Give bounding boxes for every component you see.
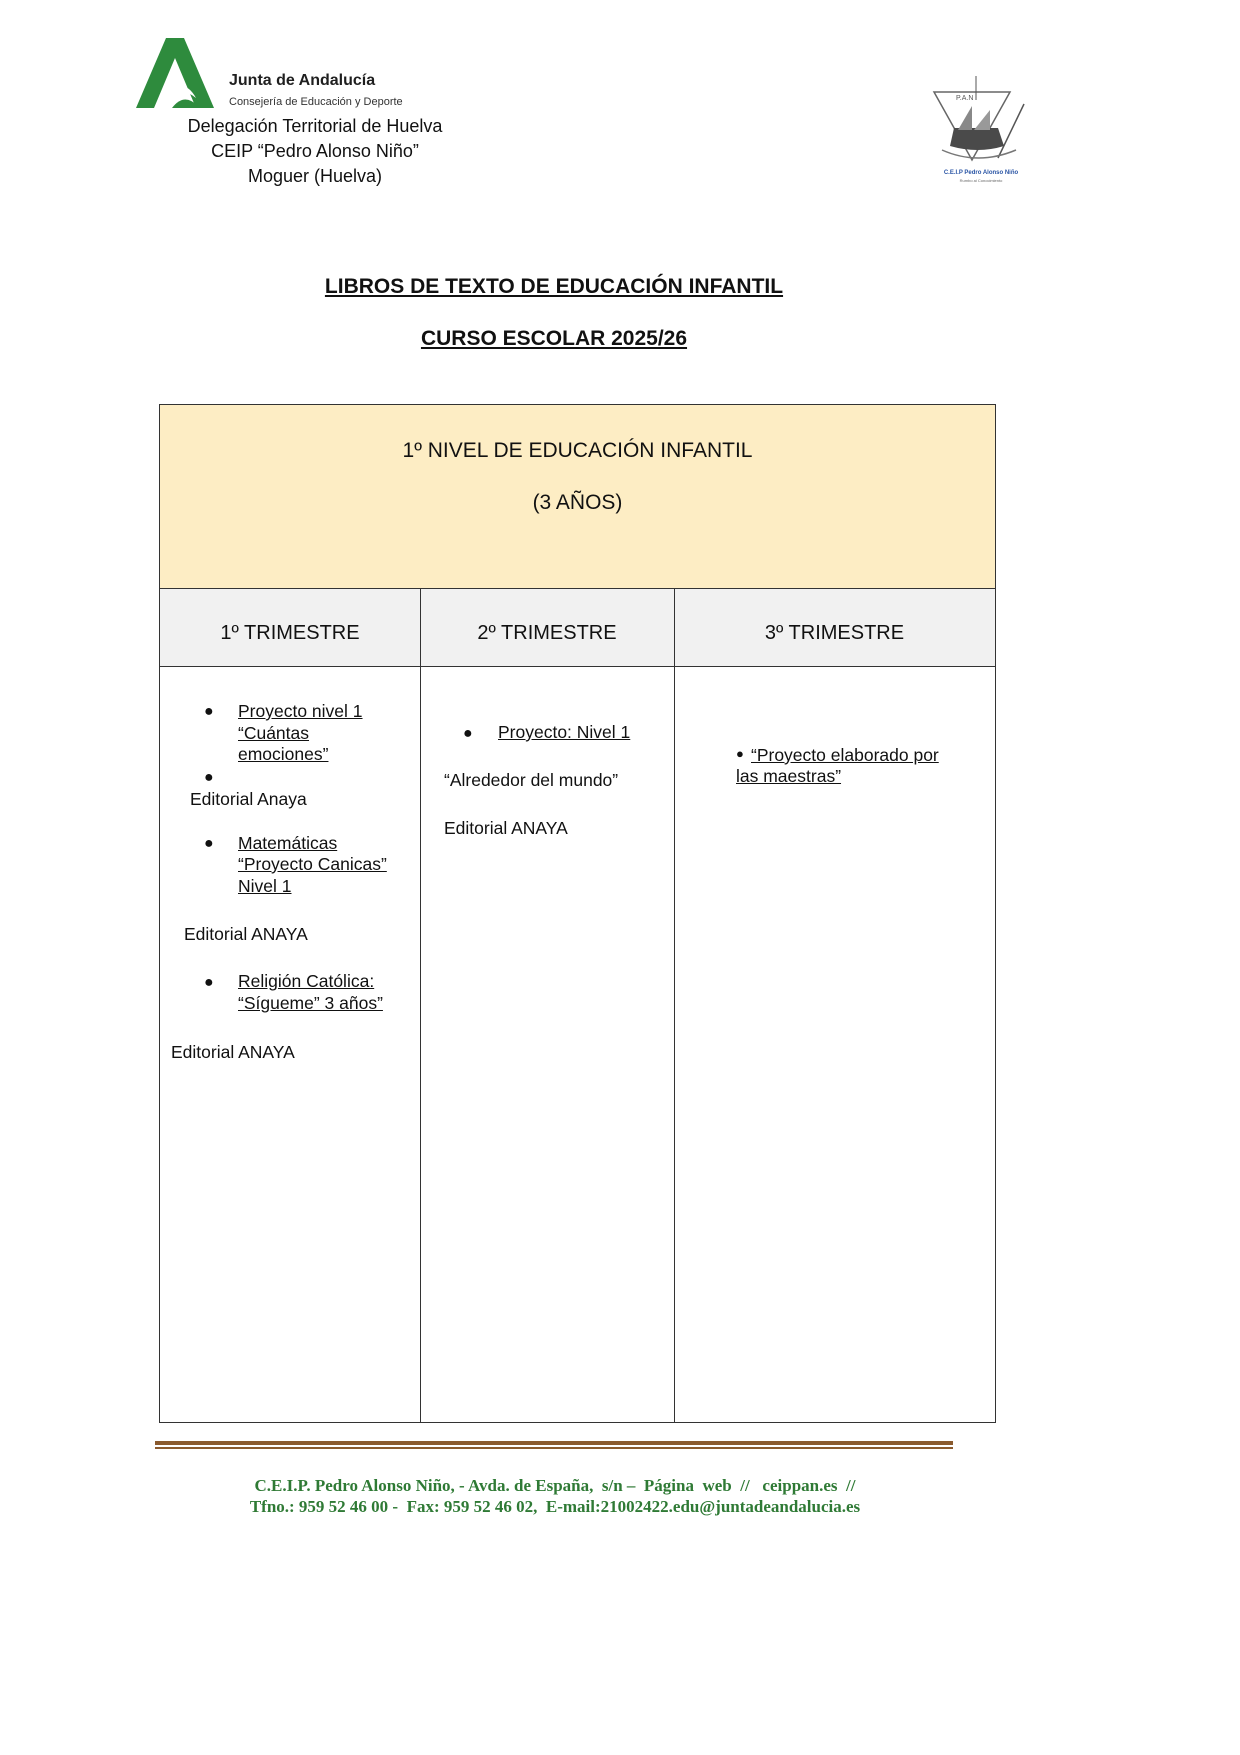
school-logo-motto: Rumbo al Conocimiento [959,178,1003,183]
address-line: Moguer (Huelva) [247,166,383,186]
book-title-line: emociones” [238,744,329,764]
book-title-line: “Cuántas [238,723,310,743]
term-header-1: 1º TRIMESTRE [220,622,360,644]
ceip-school-logo-icon [928,70,1034,188]
publisher-text: Editorial ANAYA [184,924,308,944]
book-title-line: “Sígueme” 3 años” [238,993,383,1013]
footer-rule [155,1447,953,1449]
bullet-icon: ● [463,725,473,742]
textbooks-table [159,404,996,1423]
column-divider [420,589,421,1422]
term-header-row [160,589,995,667]
publisher-text: Editorial Anaya [190,789,307,809]
page-title: LIBROS DE TEXTO DE EDUCACIÓN INFANTIL [324,275,784,298]
column-divider [674,589,675,1422]
school-logo-text: C.E.I.P Pedro Alonso Niño [943,170,1019,176]
footer-rule [155,1441,953,1445]
footer-line: Tfno.: 959 52 46 00 - Fax: 959 52 46 02, E-mail:21002422.edu@juntadeandalucia.es [249,1497,861,1516]
level-title: 1º NIVEL DE EDUCACIÓN INFANTIL [402,439,753,462]
level-header-cell [160,405,995,589]
school-logo-initials: P.A.N [956,95,974,102]
org-subtitle: Consejería de Educación y Deporte [229,96,403,108]
publisher-text: Editorial ANAYA [444,818,568,838]
level-age: (3 AÑOS) [532,491,623,514]
book-title-line: Religión Católica: [238,971,375,991]
book-title-line: Proyecto nivel 1 [238,701,363,721]
footer-line: C.E.I.P. Pedro Alonso Niño, - Avda. de España, s/n – Página web // ceippan.es // [254,1476,856,1495]
org-name: Junta de Andalucía [229,72,376,89]
junta-andalucia-logo-icon [134,36,216,110]
bullet-icon: ● [204,703,214,720]
bullet-icon: ● [204,974,214,991]
publisher-text: Editorial ANAYA [171,1042,295,1062]
school-address [172,114,458,189]
term-header-2: 2º TRIMESTRE [477,622,617,644]
book-title-line: Nivel 1 [238,876,292,896]
book-title-line: las maestras” [736,766,842,786]
book-title-line: “Proyecto elaborado por [751,745,939,765]
address-line: CEIP “Pedro Alonso Niño” [211,141,419,161]
book-title-line: Matemáticas [238,833,338,853]
book-title-line: Proyecto: Nivel 1 [498,722,631,742]
address-line: Delegación Territorial de Huelva [187,116,443,136]
book-title-line: “Proyecto Canicas” [238,854,387,874]
course-title: CURSO ESCOLAR 2025/26 [420,327,688,350]
bullet-icon: ● [736,746,744,761]
book-subtitle: “Alrededor del mundo” [444,770,619,790]
bullet-icon: ● [204,769,214,786]
term-header-3: 3º TRIMESTRE [764,622,905,644]
bullet-icon: ● [204,835,214,852]
